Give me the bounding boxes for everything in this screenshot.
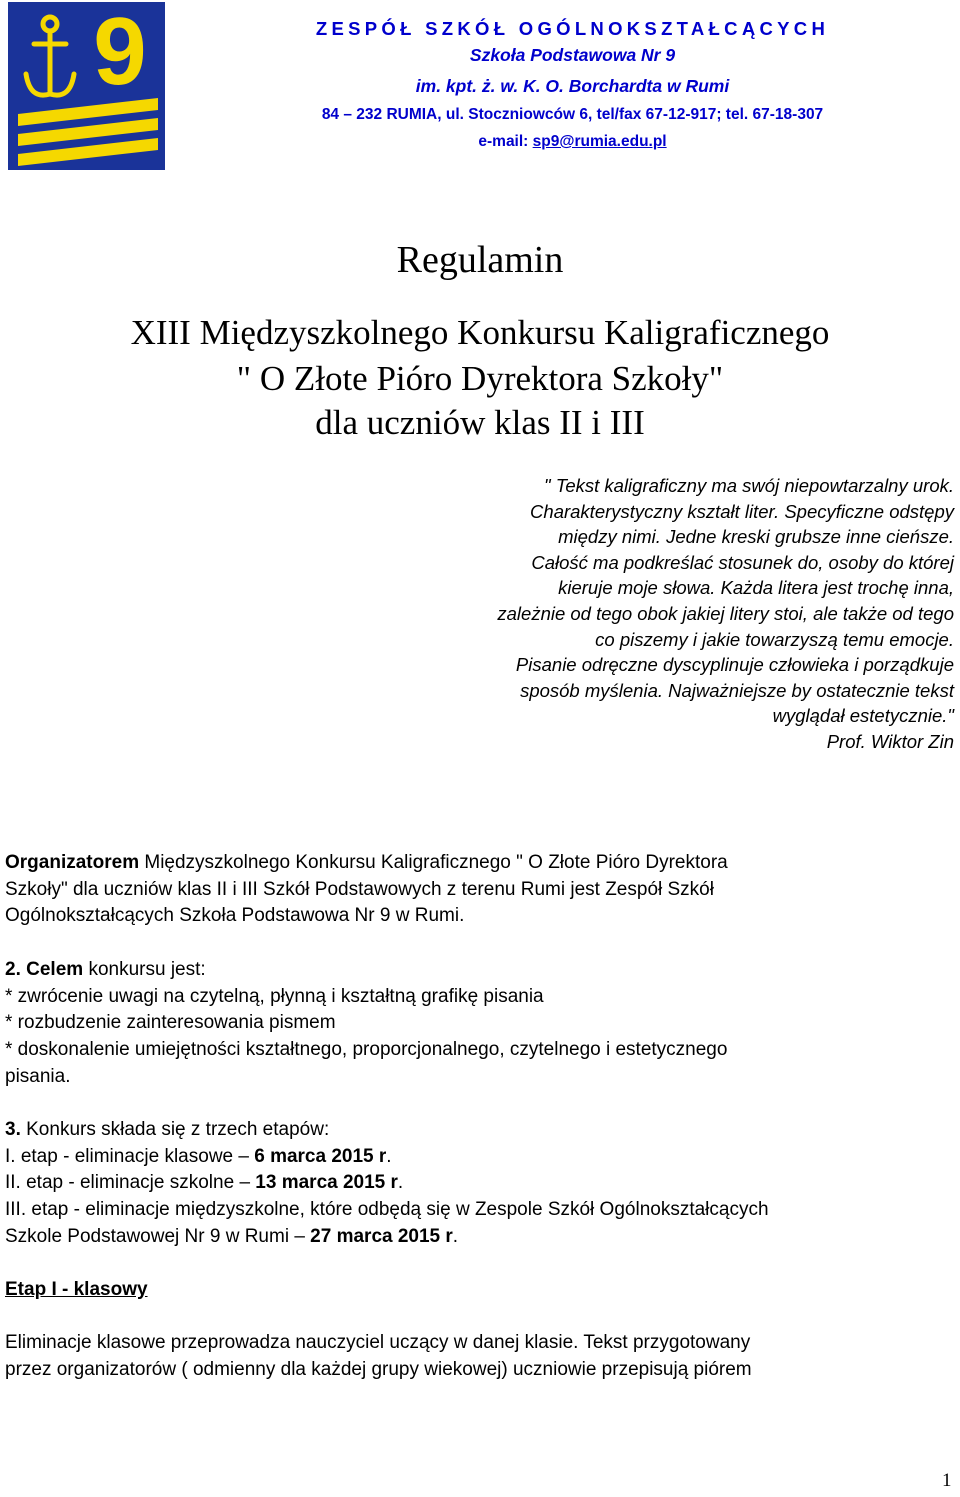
section-organizer [5,850,945,930]
stage-2-date: 13 marca 2015 r [255,1172,398,1194]
stage-1-text: I. etap - eliminacje klasowe – [5,1145,255,1167]
goal-item: * zwrócenie uwagi na czytelną, płynną i kształtną grafikę pisania [5,985,544,1007]
stage-description [5,1330,945,1383]
stage-1-date: 6 marca 2015 r [254,1145,387,1167]
organizer-text-3: Ogólnokształcących Szkoła Podstawowa Nr 9 w Rumi. [5,905,465,927]
goals-intro: konkursu jest: [83,959,206,980]
quote-line: zależnie od tego obok jakiej litery stoi, ale także od tego [497,602,954,624]
title-line-2: " O Złote Pióro Dyrektora Szkoły" [236,359,724,398]
stages-intro: Konkurs składa się z trzech etapów: [20,1119,330,1140]
school-group-name: ZESPÓŁ SZKÓŁ OGÓLNOKSZTAŁCĄCYCH [315,18,830,39]
organizer-text-2: Szkoły" dla uczniów klas II i III Szkół Podstawowych z terenu Rumi jest Zespół Szkół [5,878,714,900]
stage-description-line: Eliminacje klasowe przeprowadza nauczyciel uczący w danej klasie. Tekst przygotowany [5,1332,751,1353]
title-line-1: XIII Międzyszkolnego Konkursu Kaligraficznego [130,313,830,352]
quote-line: kieruje moje słowa. Każda litera jest trochę inna, [558,577,954,599]
page-title: Regulamin [396,239,564,281]
email-link[interactable]: sp9@rumia.edu.pl [532,133,667,150]
organizer-bold: Organizatorem [5,852,140,873]
goals-bold: Celem [26,959,84,980]
stage-description-line: przez organizatorów ( odmienny dla każdej grupy wiekowej) uczniowie przepisują piórem [5,1358,752,1380]
quote-line: Charakterystyczny kształt liter. Specyficzne odstępy [530,500,954,522]
quote-line: " Tekst kaligraficzny ma swój niepowtarzalny urok. [544,475,954,496]
section-2-number: 2. [5,959,21,980]
stage-2-period: . [397,1172,404,1194]
quote-line: wyglądał estetycznie." [772,705,954,727]
goal-item: * doskonalenie umiejętności kształtnego, proporcjonalnego, czytelnego i estetycznego [5,1039,728,1061]
motto-quote [314,473,954,755]
section-stages [5,1117,945,1250]
stage-2-text: II. etap - eliminacje szkolne – [5,1172,256,1194]
quote-line: co piszemy i jakie towarzyszą temu emocje. [595,628,954,650]
quote-author: Prof. Wiktor Zin [826,730,954,752]
email-label: e-mail: [478,133,533,150]
goal-item-tail: pisania. [5,1065,71,1087]
school-email-line [190,133,955,151]
stage-3-text: III. etap - eliminacje międzyszkolne, które odbędą się w Zespole Szkół Ogólnokształcących [5,1199,769,1221]
stage-3-period: . [452,1225,459,1247]
organizer-text: Międzyszkolnego Konkursu Kaligraficznego " O Złote Pióro Dyrektora [139,852,728,873]
title-line-3: dla uczniów klas II i III [315,403,645,442]
section-goals [5,957,945,1090]
page-number: 1 [942,1470,952,1491]
school-name: Szkoła Podstawowa Nr 9 [469,45,676,65]
stage-heading [5,1277,945,1304]
school-address: 84 – 232 RUMIA, ul. Stoczniowców 6, tel/fax 67-12-917; tel. 67-18-307 [321,106,824,123]
school-logo [8,2,165,170]
stage-1-period: . [386,1145,392,1167]
quote-line: między nimi. Jedne kreski grubsze inne cieńsze. [558,526,954,548]
school-patron: im. kpt. ż. w. K. O. Borchardta w Rumi [415,76,730,96]
goal-item: * rozbudzenie zainteresowania pismem [5,1012,336,1034]
section-3-number: 3. [5,1119,21,1140]
quote-line: Pisanie odręczne dyscyplinuje człowieka i porządkuje [515,654,954,676]
quote-line: Całość ma podkreślać stosunek do, osoby do której [531,551,954,573]
logo-number: 9 [93,2,147,105]
stage-3-date: 27 marca 2015 r [310,1225,453,1247]
stage-3-text-2: Szkole Podstawowej Nr 9 w Rumi – [5,1225,311,1247]
stage-heading-text: Etap I - klasowy [5,1279,148,1300]
quote-line: sposób myślenia. Najważniejsze by ostatecznie tekst [520,679,954,701]
